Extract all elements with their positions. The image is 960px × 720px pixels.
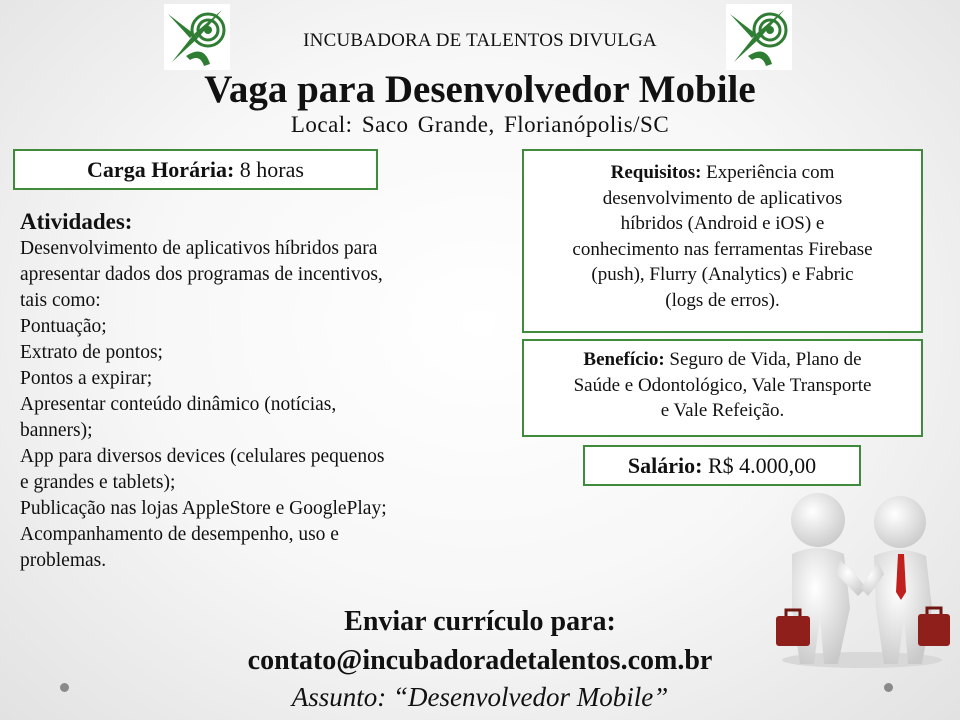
activity-line: Pontos a expirar; xyxy=(20,368,153,389)
workload-box xyxy=(13,149,378,190)
activity-line: banners); xyxy=(20,420,93,441)
activity-line: Acompanhamento de desempenho, uso e xyxy=(20,524,339,545)
activity-line: e grandes e tablets); xyxy=(20,472,176,493)
activity-line: Apresentar conteúdo dinâmico (notícias, xyxy=(20,394,337,415)
slide-dot-decoration xyxy=(60,683,69,692)
slide-dot-decoration xyxy=(884,683,893,692)
workload-value: 8 horas xyxy=(239,157,304,182)
activity-line: tais como: xyxy=(20,290,101,311)
activities-heading: Atividades: xyxy=(20,209,133,234)
benefits-line: Saúde e Odontológico, Vale Transporte xyxy=(573,374,872,396)
activity-line: Publicação nas lojas AppleStore e GooglePlay; xyxy=(20,498,387,519)
activity-line: Extrato de pontos; xyxy=(20,342,163,363)
requirements-line: desenvolvimento de aplicativos xyxy=(602,187,843,209)
activity-line: Pontuação; xyxy=(20,316,107,337)
requirements-label: Requisitos: xyxy=(610,162,702,183)
salary-value: R$ 4.000,00 xyxy=(707,453,817,478)
email-subject: Assunto: “Desenvolvedor Mobile” xyxy=(291,682,669,712)
benefits-label: Benefício: xyxy=(583,349,665,370)
handshake-businessmen-icon xyxy=(770,488,955,670)
activity-line: problemas. xyxy=(20,550,107,571)
requirements-line: conhecimento nas ferramentas Firebase xyxy=(572,238,873,260)
salary-label: Salário: xyxy=(627,453,703,478)
requirements-box xyxy=(522,149,923,333)
benefits-line: e Vale Refeição. xyxy=(660,400,785,421)
organization-heading: INCUBADORA DE TALENTOS DIVULGA xyxy=(303,30,657,51)
benefits-box xyxy=(522,339,923,437)
benefits-line: Seguro de Vida, Plano de xyxy=(669,349,862,370)
send-resume-heading: Enviar currículo para: xyxy=(344,606,616,637)
activity-line: apresentar dados dos programas de incentivos, xyxy=(20,264,383,285)
job-title: Vaga para Desenvolvedor Mobile xyxy=(204,68,756,111)
requirements-line: (push), Flurry (Analytics) e Fabric xyxy=(591,264,854,285)
activity-line: App para diversos devices (celulares pequenos xyxy=(20,446,385,467)
requirements-line: (logs de erros). xyxy=(665,289,780,311)
requirements-line: Experiência com xyxy=(706,162,835,183)
activities-section xyxy=(20,208,490,574)
requirements-line: híbridos (Android e iOS) e xyxy=(620,213,825,234)
activity-line: Desenvolvimento de aplicativos híbridos para xyxy=(20,238,378,259)
contact-email[interactable]: contato@incubadoradetalentos.com.br xyxy=(247,645,713,676)
job-location: Local: Saco Grande, Florianópolis/SC xyxy=(290,112,670,137)
workload-label: Carga Horária: xyxy=(87,157,235,182)
salary-box xyxy=(583,445,861,486)
